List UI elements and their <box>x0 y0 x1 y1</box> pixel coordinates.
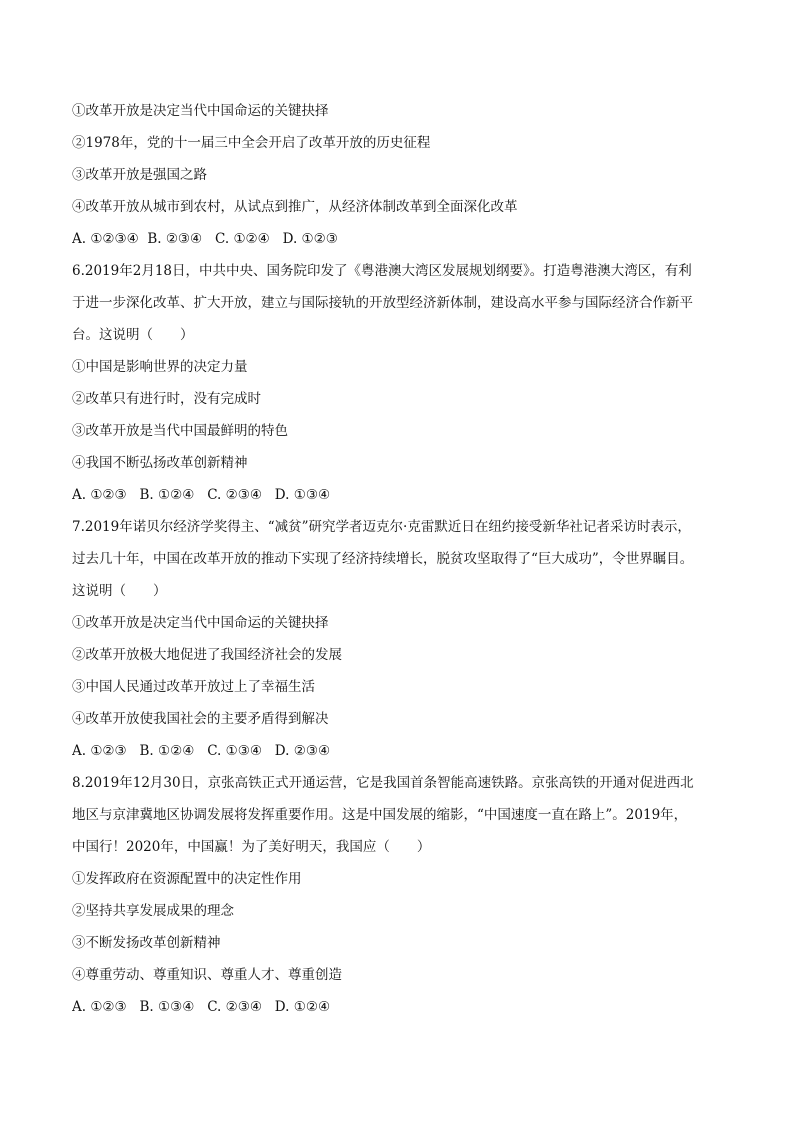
question-6 <box>72 260 732 516</box>
q8-option-1: ①发挥政府在资源配置中的决定性作用 <box>72 871 302 887</box>
question-8 <box>72 772 732 1028</box>
q7-stem-line-2: 过去几十年，中国在改革开放的推动下实现了经济持续增长，脱贫攻坚取得了“巨大成功”，令世界瞩目。 <box>72 551 694 567</box>
q7-option-4: ④改革开放使我国社会的主要矛盾得到解决 <box>72 711 329 727</box>
q6-answer-choices: A. ①②③ B. ①②④ C. ②③④ D. ①③④ <box>72 487 331 503</box>
q8-option-4: ④尊重劳动、尊重知识、尊重人才、尊重创造 <box>72 967 342 983</box>
q5-option-4: ④改革开放从城市到农村，从试点到推广，从经济体制改革到全面深化改革 <box>72 199 518 215</box>
q5-answer-choices: A. ①②③④ B. ②③④ C. ①②④ D. ①②③ <box>72 231 338 247</box>
q7-stem-line-1: 7.2019年诺贝尔经济学奖得主、“减贫”研究学者迈克尔·克雷默近日在纽约接受新华社记者采访时表示， <box>72 519 691 535</box>
q8-answer-choices: A. ①②③ B. ①③④ C. ②③④ D. ①②④ <box>72 999 331 1015</box>
q8-option-3: ③不断发扬改革创新精神 <box>72 935 221 951</box>
q7-option-2: ②改革开放极大地促进了我国经济社会的发展 <box>72 647 342 663</box>
q5-option-2: ②1978年，党的十一届三中全会开启了改革开放的历史征程 <box>72 135 431 151</box>
q8-stem-line-1: 8.2019年12月30日，京张高铁正式开通运营，它是我国首条智能高速铁路。京张高铁的开通对促进西北 <box>72 775 694 791</box>
q7-option-3: ③中国人民通过改革开放过上了幸福生活 <box>72 679 315 695</box>
q7-stem-line-3: 这说明（ ） <box>72 583 167 599</box>
q8-option-2: ②坚持共享发展成果的理念 <box>72 903 234 919</box>
q6-option-3: ③改革开放是当代中国最鲜明的特色 <box>72 423 288 439</box>
q6-stem-line-1: 6.2019年2月18日，中共中央、国务院印发了《粤港澳大湾区发展规划纲要》。打造粤港澳大湾区，有利 <box>72 263 692 279</box>
q6-option-4: ④我国不断弘扬改革创新精神 <box>72 455 248 471</box>
question-7 <box>72 516 732 772</box>
q8-stem-line-3: 中国行！2020年，中国赢！为了美好明天，我国应（ ） <box>72 839 431 855</box>
q8-stem-line-2: 地区与京津冀地区协调发展将发挥重要作用。这是中国发展的缩影，“中国速度一直在路上”。2019年， <box>72 807 688 823</box>
q6-option-2: ②改革只有进行时，没有完成时 <box>72 391 261 407</box>
document-content <box>72 100 732 1028</box>
q6-option-1: ①中国是影响世界的决定力量 <box>72 359 248 375</box>
q5-option-1: ①改革开放是决定当代中国命运的关键抉择 <box>72 103 329 119</box>
q5-option-3: ③改革开放是强国之路 <box>72 167 207 183</box>
q7-answer-choices: A. ①②③ B. ①②④ C. ①③④ D. ②③④ <box>72 743 331 759</box>
q6-stem-line-3: 台。这说明（ ） <box>72 327 194 343</box>
q6-stem-line-2: 于进一步深化改革、扩大开放，建立与国际接轨的开放型经济新体制，建设高水平参与国际经济合作新平 <box>72 295 693 311</box>
q7-option-1: ①改革开放是决定当代中国命运的关键抉择 <box>72 615 329 631</box>
question-5 <box>72 100 732 260</box>
